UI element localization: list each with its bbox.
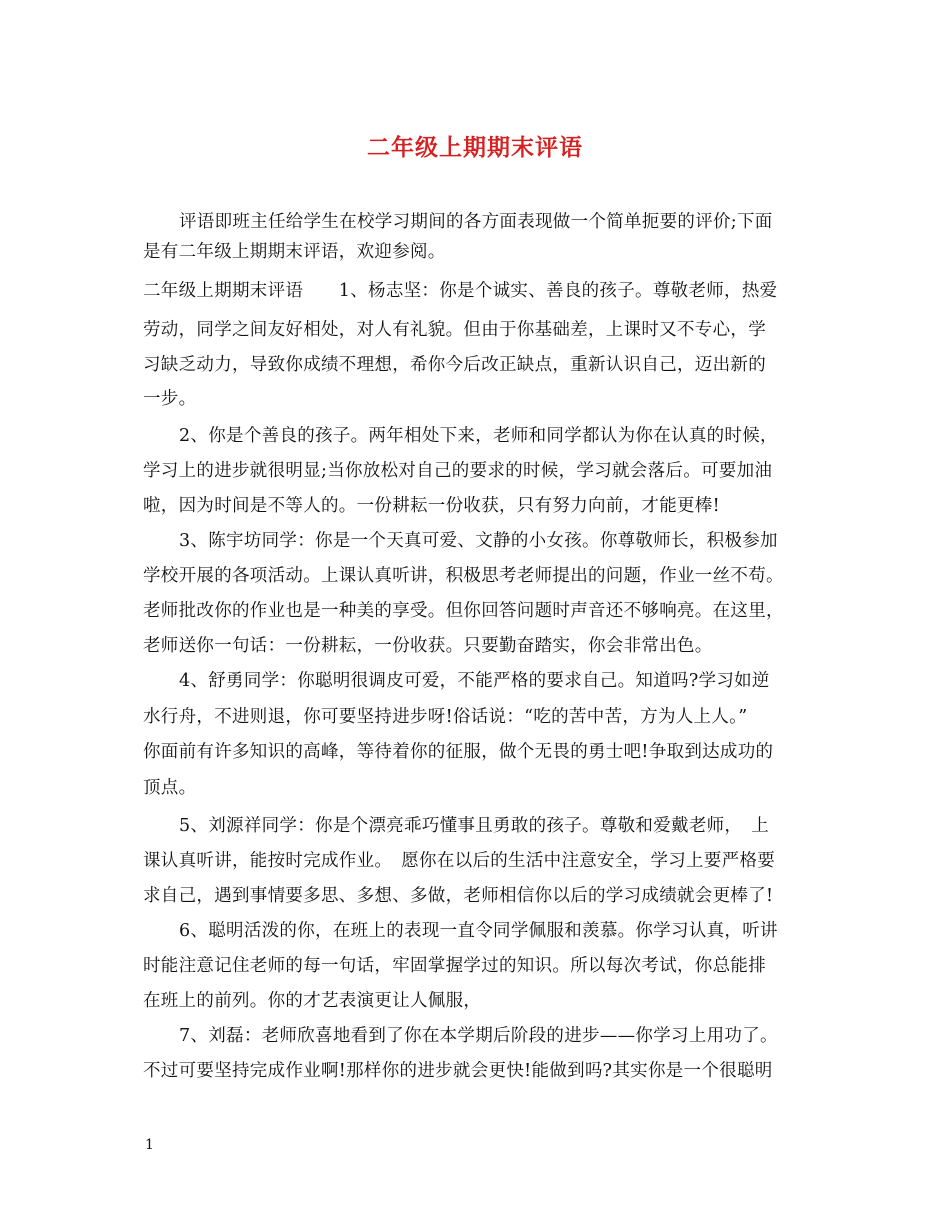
body-line: 求自己，遇到事情要多思、多想、多做，老师相信你以后的学习成绩就会更棒了!	[143, 886, 774, 906]
body-line: 顶点。	[143, 778, 197, 798]
body-line: 一步。	[143, 389, 197, 409]
page-number: 1	[145, 1137, 154, 1153]
body-line: 在班上的前列。你的才艺表演更让人佩服，	[143, 991, 482, 1011]
body-line: 二年级上期期末评语 1、杨志坚：你是个诚实、善良的孩子。尊敬老师，热爱	[143, 281, 778, 301]
body-line: 是有二年级上期期末评语，欢迎参阅。	[143, 242, 446, 262]
body-line: 学校开展的各项活动。上课认真听讲，积极思考老师提出的问题，作业一丝不苟。	[143, 566, 784, 586]
body-line: 5、刘源祥同学：你是个漂亮乖巧懂事且勇敢的孩子。尊敬和爱戴老师， 上	[179, 816, 770, 836]
body-line: 学习上的进步就很明显;当你放松对自己的要求的时候，学习就会落后。可要加油	[143, 461, 773, 481]
body-line: 时能注意记住老师的每一句话，牢固掌握学过的知识。所以每次考试，你总能排	[143, 956, 766, 976]
body-line: 老师送你一句话：一份耕耘，一份收获。只要勤奋踏实，你会非常出色。	[143, 636, 713, 656]
body-line: 老师批改你的作业也是一种美的享受。但你回答问题时声音还不够响亮。在这里，	[143, 601, 784, 621]
body-line: 劳动，同学之间友好相处，对人有礼貌。但由于你基础差，上课时又不专心，学	[143, 320, 766, 340]
body-line: 6、聪明活泼的你，在班上的表现一直令同学佩服和羡慕。你学习认真，听讲	[179, 921, 778, 941]
body-line: 水行舟，不进则退，你可要坚持进步呀!俗话说：“吃的苦中苦，方为人上人。”	[143, 707, 748, 727]
body-line: 评语即班主任给学生在校学习期间的各方面表现做一个简单扼要的评价;下面	[179, 212, 773, 232]
body-line: 4、舒勇同学：你聪明很调皮可爱，不能严格的要求自己。知道吗?学习如逆	[179, 671, 770, 691]
body-line: 习缺乏动力，导致你成绩不理想，希你今后改正缺点，重新认识自己，迈出新的	[143, 355, 766, 375]
body-line: 不过可要坚持完成作业啊!那样你的进步就会更快!能做到吗?其实你是一个很聪明	[143, 1061, 773, 1081]
document-title: 二年级上期期末评语	[367, 134, 583, 161]
body-line: 2、你是个善良的孩子。两年相处下来，老师和同学都认为你在认真的时候，	[179, 426, 778, 446]
body-line: 课认真听讲，能按时完成作业。 愿你在以后的生活中注意安全，学习上要严格要	[143, 851, 776, 871]
body-line: 3、陈宇坊同学：你是一个天真可爱、文静的小女孩。你尊敬师长，积极参加	[179, 531, 778, 551]
body-line: 你面前有许多知识的高峰，等待着你的征服，做个无畏的勇士吧!争取到达成功的	[143, 742, 774, 762]
body-line: 7、刘磊：老师欣喜地看到了你在本学期后阶段的进步——你学习上用功了。	[179, 1026, 778, 1046]
body-line: 啦，因为时间是不等人的。一份耕耘一份收获，只有努力向前，才能更棒!	[143, 496, 720, 516]
